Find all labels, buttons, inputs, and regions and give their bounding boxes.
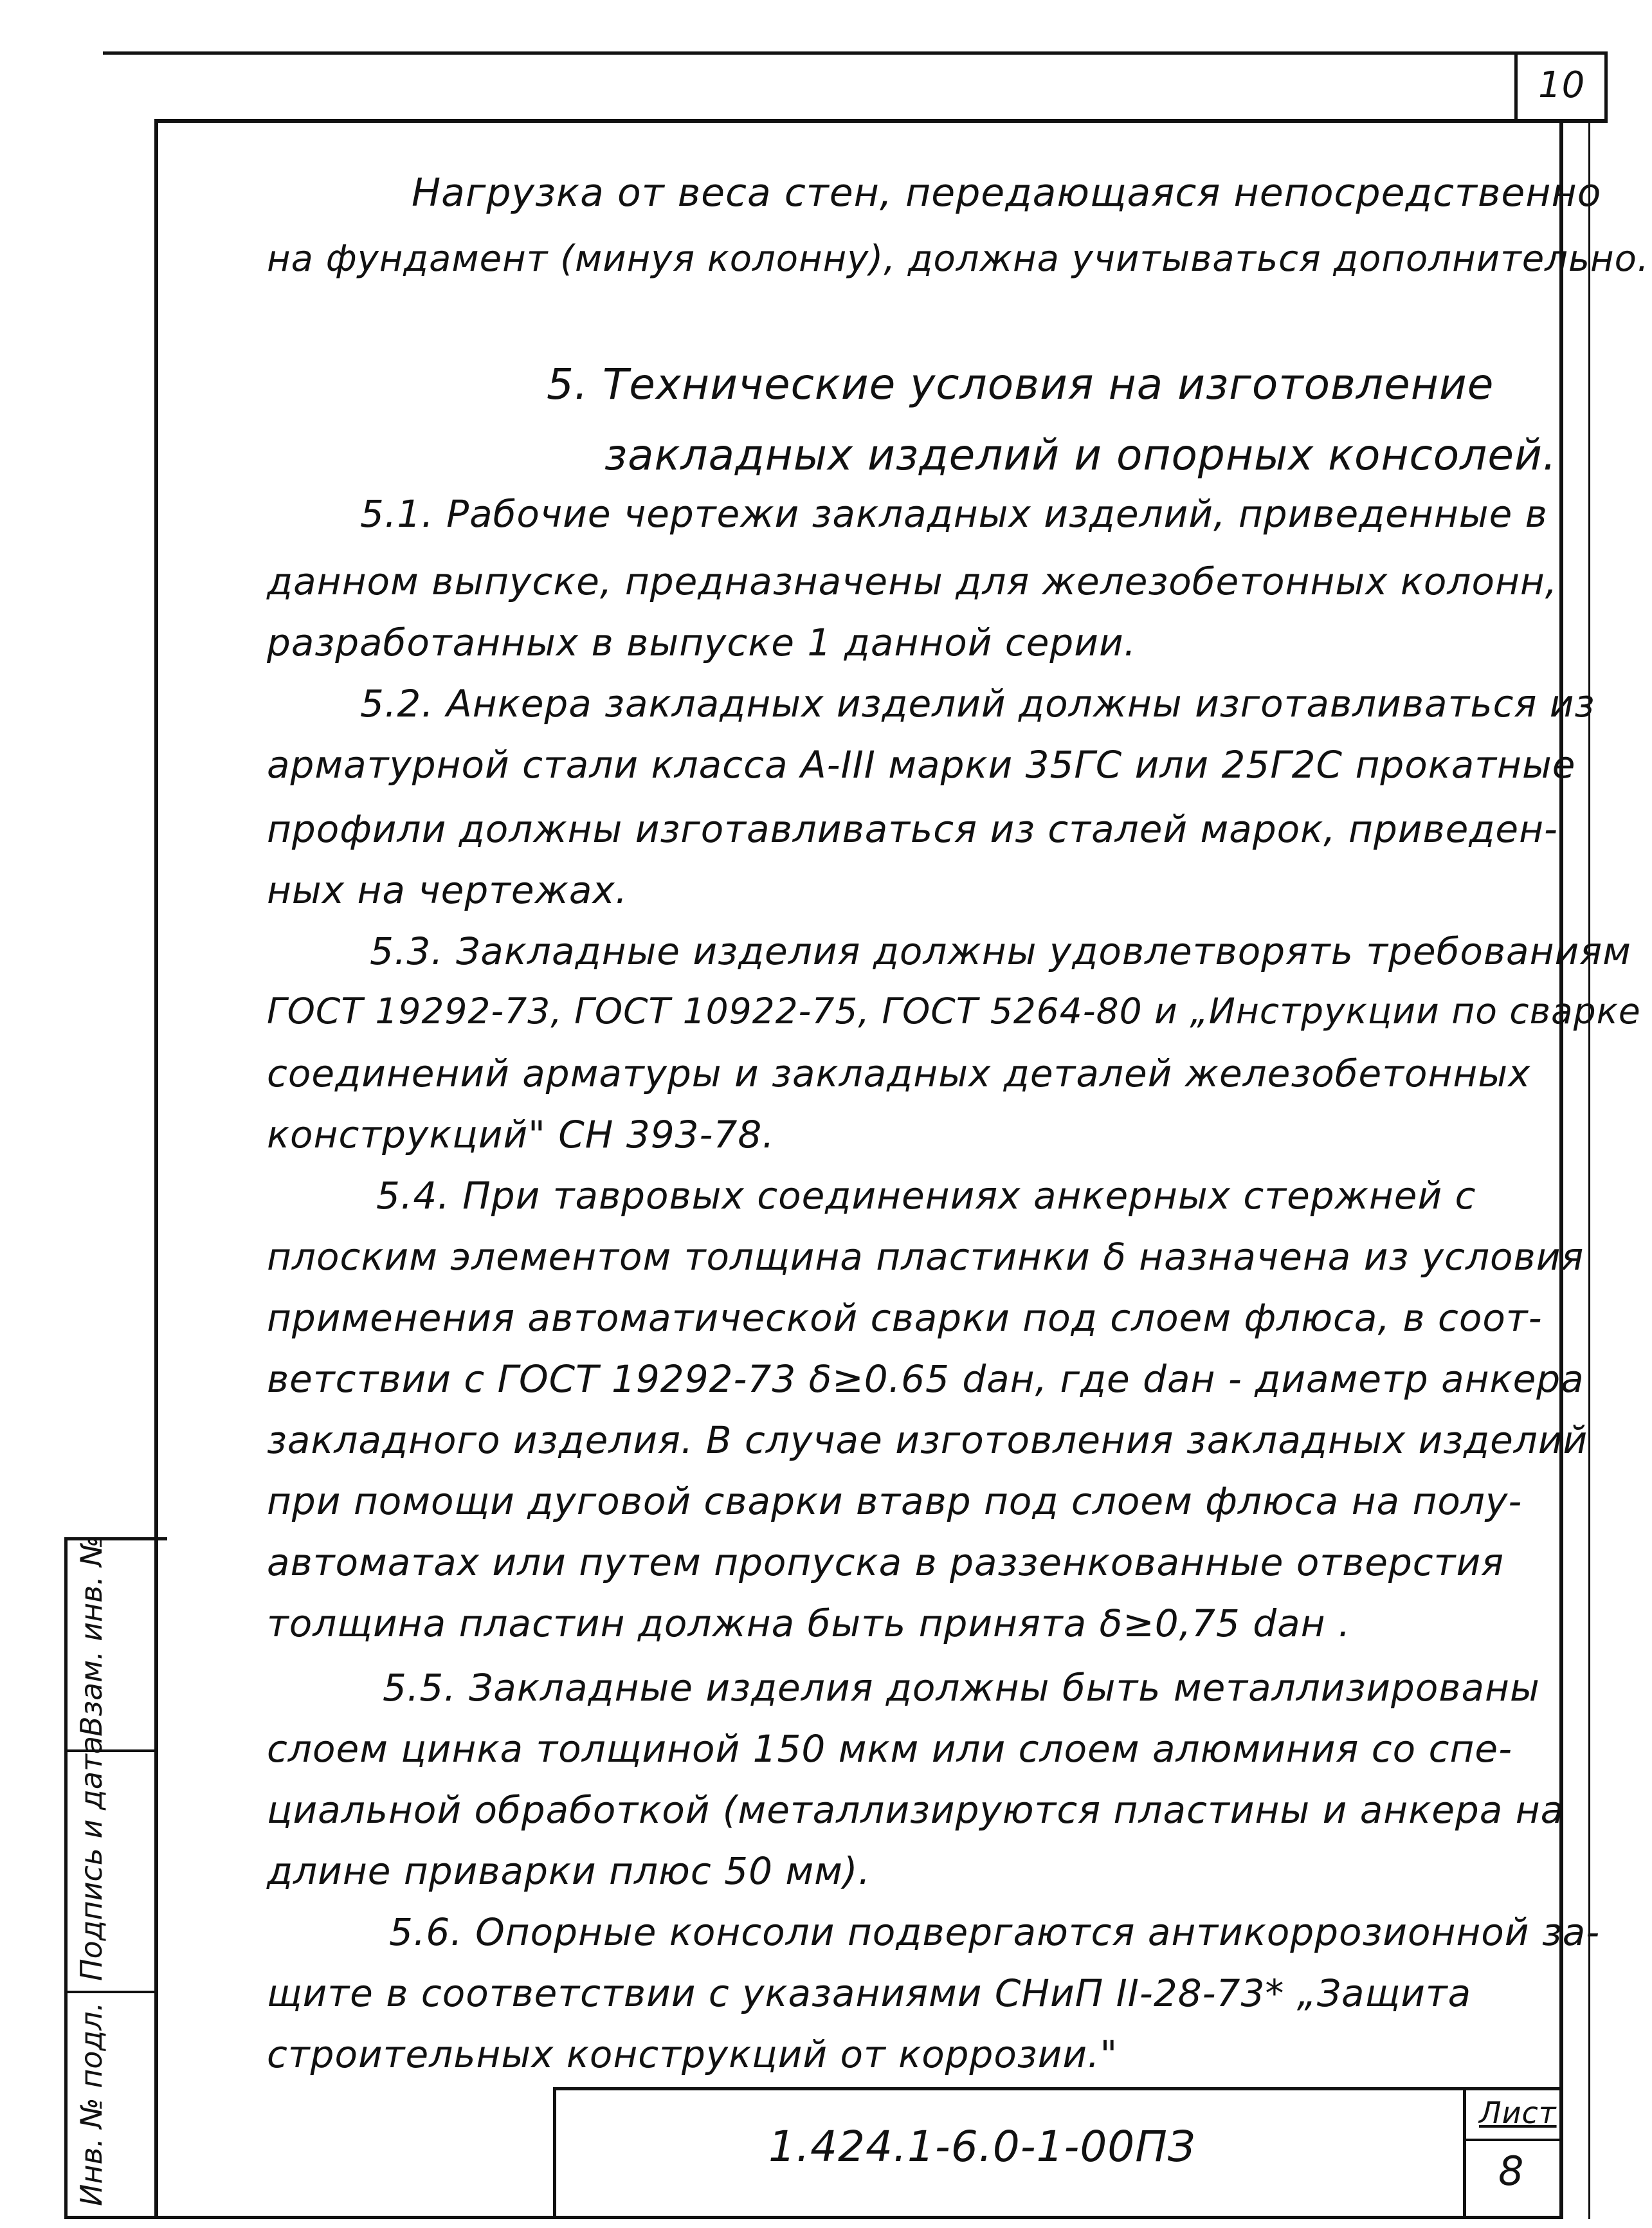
intro-line-1: Нагрузка от веса стен, передающаяся непосредственно (412, 170, 1602, 215)
title-block-bottom-line (154, 2216, 1563, 2219)
section-title-line-1: 5. Технические условия на изготовление (547, 360, 1494, 409)
body-line: 5.5. Закладные изделия должны быть металлизированы (383, 1666, 1540, 1710)
frame-left-line (154, 119, 158, 2219)
podpis-data-label: Подпись и дата (74, 1735, 109, 1981)
page-number: 10 (1538, 64, 1586, 106)
sheet-number: 8 (1498, 2148, 1525, 2195)
body-line: автоматах или путем пропуска в раззенкованные отверстия (267, 1540, 1505, 1584)
body-line: применения автоматической сварки под слоем флюса, в соот- (267, 1296, 1543, 1340)
title-block-top-line (553, 2087, 1563, 2090)
title-block-sheet-label-line (1463, 2139, 1563, 2141)
body-line: плоским элементом толщина пластинки δ назначена из условия (267, 1235, 1584, 1279)
page-number-box-left (1514, 51, 1518, 122)
title-block-left-line (553, 2087, 556, 2219)
body-line: ГОСТ 19292-73, ГОСТ 10922-75, ГОСТ 5264-80 и „Инструкции по сварке (267, 991, 1641, 1032)
body-line: длине приварки плюс 50 мм). (267, 1849, 871, 1893)
side-column-left-line (64, 1537, 68, 2219)
title-block-sheet-divider (1463, 2087, 1466, 2219)
body-line: арматурной стали класса А-III марки 35ГС или 25Г2С прокатные (267, 743, 1576, 787)
body-line: ных на чертежах. (267, 868, 628, 912)
body-line: циальной обработкой (металлизируются пластины и анкера на (267, 1788, 1565, 1832)
frame-right-line (1559, 119, 1563, 2219)
body-line: закладного изделия. В случае изготовления закладных изделий (267, 1418, 1588, 1462)
side-column-divider-2 (64, 1991, 154, 1993)
right-edge-line (1588, 122, 1590, 2219)
top-border-line (103, 51, 1608, 55)
body-line: разработанных в выпуске 1 данной серии. (267, 621, 1137, 664)
body-line: 5.1. Рабочие чертежи закладных изделий, приведенные в (360, 492, 1548, 536)
body-line: 5.6. Опорные консоли подвергаются антикоррозионной за- (389, 1910, 1601, 1954)
body-line: слоем цинка толщиной 150 мкм или слоем алюминия со спе- (267, 1727, 1513, 1771)
body-line: толщина пластин должна быть принята δ≥0,75 dан . (267, 1602, 1351, 1645)
body-line: соединений арматуры и закладных деталей железобетонных (267, 1052, 1531, 1095)
body-line: 5.2. Анкера закладных изделий должны изготавливаться из (360, 682, 1595, 726)
sheet-label: Лист (1479, 2096, 1557, 2130)
body-line: конструкций" СН 393-78. (267, 1113, 775, 1156)
vzam-inv-label: Взам. инв. № (74, 1535, 109, 1737)
page-number-box-right (1604, 51, 1608, 122)
body-line: щите в соответствии с указаниями СНиП II-28-73* „Защита (267, 1971, 1472, 2015)
section-title-line-2: закладных изделий и опорных консолей. (604, 430, 1557, 480)
frame-top-line (154, 119, 1608, 123)
body-line: 5.4. При тавровых соединениях анкерных стержней с (376, 1174, 1476, 1218)
body-line: ветствии с ГОСТ 19292-73 δ≥0.65 dан, где dан - диаметр анкера (267, 1357, 1584, 1401)
body-line: при помощи дуговой сварки втавр под слоем флюса на полу- (267, 1479, 1523, 1523)
body-line: 5.3. Закладные изделия должны удовлетворять требованиям (370, 929, 1631, 973)
body-line: данном выпуске, предназначены для железобетонных колонн, (267, 560, 1558, 603)
body-line: строительных конструкций от коррозии." (267, 2032, 1118, 2076)
document-code: 1.424.1-6.0-1-00ПЗ (768, 2122, 1196, 2171)
body-line: профили должны изготавливаться из сталей марок, приведен- (267, 807, 1558, 851)
side-column-bottom-line (64, 2216, 154, 2219)
inv-podl-label: Инв. № подл. (74, 2002, 109, 2206)
intro-line-2: на фундамент (минуя колонну), должна учитываться дополнительно. (267, 238, 1649, 280)
